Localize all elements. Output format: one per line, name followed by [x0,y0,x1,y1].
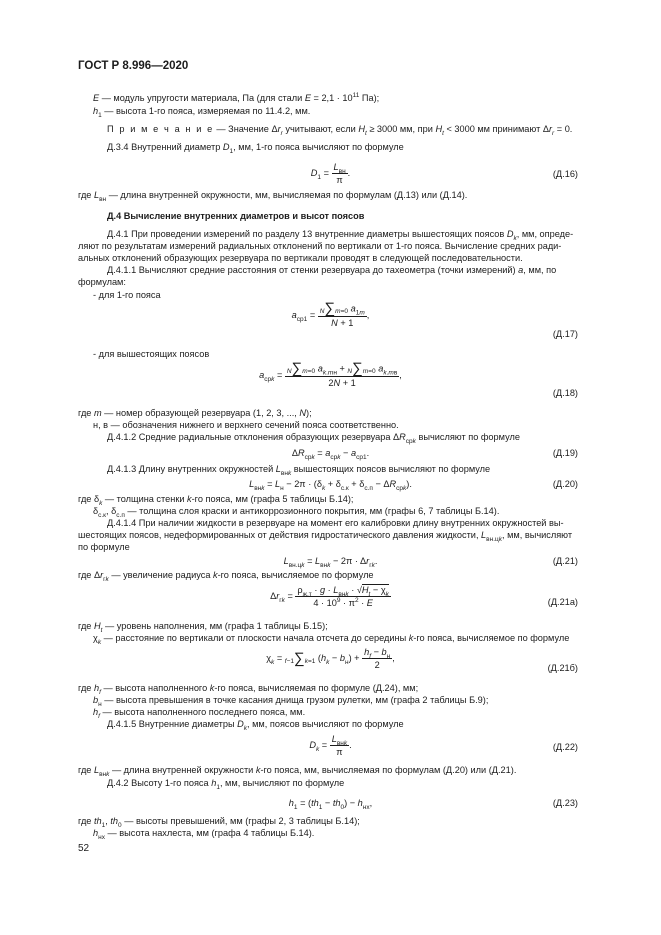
paragraph-d41-line2: ляют по результатам измерений радиальных отклонений по вертикали от 1-го пояса. Вычисление средних ради- [78,241,562,251]
paragraph-d414-line2: шестоящих поясов, недеформированных от действия гидростатического давления жидкости, $L_{вн.цk}$, мм, вычисляют [78,530,573,543]
paragraph-d41-line1: Д.4.1 При проведении измерений по разделу 13 внутренние диаметры вышестоящих поясов $D_k$, мм, опреде- [107,229,574,242]
formula-d16: $D_1$ = $\frac{L_{вн}}{\pi}$ . [310,162,351,185]
chi-definition: $\chi_k$ — расстояние по вертикали от плоскости начала отсчета до середины k-го пояса, вычисляемое по формуле [93,633,570,646]
paragraph-d411-line2: формулам: [78,277,126,287]
formula-d18: $a_{срk}$ = $\frac{N\sum m=0 a_{k.mн} + N\sum m=0 a_{k.mв}}{2N + 1}$ , [259,360,402,388]
e-definition: E — модуль упругости материала, Па (для стали $E = 2,1 \cdot 10^{11}$ Па); [93,91,380,103]
formula-number-d20: (Д.20) [552,479,578,489]
formula-d23: $h_1 = (th_1 - th_0) - h_{нх}$, [288,798,373,811]
nv-definition: н, в — обозначения нижнего и верхнего сечений пояса соответственно. [93,420,399,430]
paragraph-d415: Д.4.1.5 Внутренние диаметры $D_k$, мм, поясов вычисляют по формуле [107,719,404,732]
section-heading-d4: Д.4 Вычисление внутренних диаметров и высот поясов [107,211,365,221]
formula-d21a: $\Delta r_{гk}$ = $\frac{\rho_{ж.т} \cdot g \cdot L_{внk} \cdot √H_t - \chi_k}{4 \cdot 10^9 \cdot \pi^2 \cdot E}$ [270,585,389,608]
note: П р и м е ч а н и е — Значение $\Delta r_r$ учитывают, если $H_t \ge 3000$ мм, при $H_t < 3000$ мм принимают $\Delta r_r = 0$. [107,124,573,137]
hf2-definition: $h_f$ — высота наполненного последнего пояса, мм. [93,707,306,720]
paragraph-d414-line3: по формуле [78,542,130,552]
page-number: 52 [78,843,90,854]
h1-definition: $h_1$ — высота 1-го пояса, измеряемая по 11.4.2, мм. [93,106,311,119]
paragraph-d411-line1: Д.4.1.1 Вычисляют средние расстояния от стенки резервуара до тахеометра (точки измерений) a, мм, по [107,265,557,275]
formula-number-d21a: (Д.21а) [547,597,578,607]
formula-number-d22: (Д.22) [552,742,578,752]
bn-definition: $b_н$ — высота превышения в точке касания днища грузом рулетки, мм (графа 2 таблицы Б.9); [93,695,489,708]
dk-definition: где $\delta_k$ — толщина стенки k-го пояса, мм (графа 5 таблицы Б.14); [78,494,354,507]
formula-number-d21b: (Д.21б) [547,663,578,673]
formula-number-d16: (Д.16) [552,169,578,179]
paragraph-d42: Д.4.2 Высоту 1-го пояса $h_1$, мм, вычисляют по формуле [107,778,345,791]
formula-d17: $a_{ср1}$ = $\frac{N\sum m=0 a_{1m}}{N + 1}$ , [291,300,370,328]
document-header: ГОСТ Р 8.996—2020 [78,60,189,72]
lvnk-definition: где $L_{внk}$ — длина внутренней окружности k-го пояса, мм, вычисляемая по формулам (Д.20) или (Д.21). [78,765,517,778]
drk-definition: где $\Delta r_{гk}$ — увеличение радиуса k-го пояса, вычисляемое по формуле [78,570,374,583]
formula-number-d23: (Д.23) [552,798,578,808]
label-belt-1: - для 1-го пояса [93,290,161,300]
paragraph-d413: Д.4.1.3 Длину внутренних окружностей $L_{внk}$ вышестоящих поясов вычисляют по формуле [107,464,491,477]
paragraph-d412: Д.4.1.2 Средние радиальные отклонения образующих резервуара $\Delta R_{срk}$ вычисляют по формуле [107,432,520,445]
dsk-definition: $\delta_{с.к}$, $\delta_{с.п}$ — толщина слоя краски и антикоррозионного покрытия, мм (графы 6, 7 таблицы Б.14). [93,506,500,519]
formula-number-d18: (Д.18) [552,388,578,398]
ht-definition: где $H_t$ — уровень наполнения, мм (графа 1 таблицы Б.15); [78,621,328,634]
th-definition: где $th_1$, $th_0$ — высоты превышений, мм (графы 2, 3 таблицы Б.14); [78,816,360,829]
label-belt-upper: - для вышестоящих поясов [93,349,210,359]
hf-definition: где $h_f$ — высота наполненного k-го пояса, вычисляемая по формуле (Д.24), мм; [78,683,419,696]
formula-number-d19: (Д.19) [552,448,578,458]
formula-d20: $L_{внk} = L_н - 2\pi \cdot (\delta_k + \delta_{с.к} + \delta_{с.п} - \Delta R_{срk})$. [249,479,412,492]
formula-number-d17: (Д.17) [552,329,578,339]
hnx-definition: $h_{нх}$ — высота нахлеста, мм (графа 4 таблицы Б.14). [93,828,315,841]
formula-d21: $L_{вн.цk} = L_{внk} - 2\pi \cdot \Delta r_{гk}$. [283,556,378,569]
m-definition: где m — номер образующей резервуара (1, 2, 3, ..., N); [78,408,312,418]
paragraph-d414-line1: Д.4.1.4 При наличии жидкости в резервуаре на момент его калибровки длину внутренних окружностей вы- [107,518,564,528]
formula-d21b: $\chi_k = f-1\sum k=1$ $(h_k - b_н)$ + $\frac{h_f - b_н}{2}$ , [266,647,395,670]
formula-number-d21: (Д.21) [552,556,578,566]
formula-d22: $D_k$ = $\frac{L_{внk}}{\pi}$ . [309,734,352,757]
lvn-definition: где $L_{вн}$ — длина внутренней окружности, мм, вычисляемая по формулам (Д.13) или (Д.14). [78,190,468,203]
formula-d19: $\Delta R_{срk} = a_{срk} - a_{ср1}$. [291,448,370,461]
paragraph-d34: Д.3.4 Внутренний диаметр $D_1$, мм, 1-го пояса вычисляют по формуле [107,142,404,155]
paragraph-d41-line3: альных отклонений образующих резервуара по вертикали проводят в следующей последовательности. [78,253,523,263]
